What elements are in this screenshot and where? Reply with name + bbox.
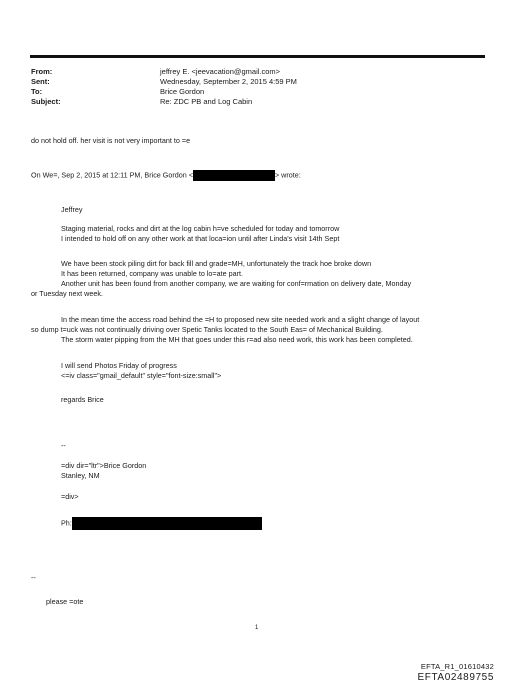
para1-line1: Staging material, rocks and dirt at the log cabin h=ve scheduled for today and tomorrow (61, 224, 340, 233)
outer-dash: -- (31, 573, 36, 582)
to-value: Brice Gordon (160, 87, 205, 96)
para2-line2: It has been returned, company was unable to lo=ate part. (61, 269, 244, 278)
reply-line: do not hold off. her visit is not very important to =e (31, 136, 191, 145)
redaction-box (193, 170, 275, 181)
sent-label: Sent: (31, 77, 50, 86)
sent-row (31, 77, 297, 87)
para2-line4: or Tuesday next week. (31, 289, 103, 298)
bates-number-secondary: EFTA02489755 (417, 672, 494, 683)
to-row (31, 87, 297, 97)
to-label: To: (31, 87, 43, 96)
quote-intro-start: On We=, Sep 2, 2015 at 12:11 PM, Brice Gordon < (31, 170, 193, 180)
from-label: From: (31, 67, 53, 76)
para2-line1: We have been stock piling dirt for back fill and grade=MH, unfortunately the track hoe broke down (61, 259, 372, 268)
email-header (31, 67, 297, 107)
greeting: Jeffrey (61, 205, 83, 214)
para3-line1: In the mean time the access road behind the =H to proposed new site needed work and a slight change of layout (61, 315, 420, 324)
quote-intro-end: > wrote: (274, 170, 301, 180)
page-number: 1 (255, 625, 259, 631)
subject-row (31, 97, 297, 107)
subject-value: Re: ZDC PB and Log Cabin (160, 97, 253, 106)
quote-intro (31, 170, 301, 181)
subject-label: Subject: (31, 97, 61, 106)
para3-line3: The storm water pipping from the MH that goes under this r=ad also need work, this work has been completed. (61, 335, 413, 344)
para2-line3: Another unit has been found from another company, we are waiting for conf=rmation on delivery date, Monday (61, 279, 412, 288)
signature-div-close: =div> (61, 492, 79, 501)
para4-line1: I will send Photos Friday of progress (61, 361, 177, 370)
phone-label: Ph: (61, 518, 72, 528)
sent-value: Wednesday, September 2, 2015 4:59 PM (160, 77, 297, 86)
signature-dash: -- (61, 441, 66, 450)
para3-line2: so dump t=uck was not continually driving over Spetic Tanks located to the South Eas= of Mechanical Building. (31, 325, 383, 334)
please-note-line: please =ote (46, 597, 84, 606)
signature-location: Stanley, NM (61, 471, 100, 480)
para4-line2: <=iv class="gmail_default" style="font-size:small"> (61, 371, 222, 380)
header-rule (30, 55, 485, 58)
signature-div-line: =div dir="ltr">Brice Gordon (61, 461, 147, 470)
phone-redaction-box (72, 517, 262, 530)
from-row (31, 67, 297, 77)
para1-line2: I intended to hold off on any other work at that loca=ion until after Linda's visit 14th Sept (61, 234, 340, 243)
regards-line: regards Brice (61, 395, 104, 404)
bates-number-primary: EFTA_R1_01610432 (420, 662, 494, 671)
phone-line (61, 517, 262, 530)
from-value: jeffrey E. <jeevacation@gmail.com> (160, 67, 281, 76)
